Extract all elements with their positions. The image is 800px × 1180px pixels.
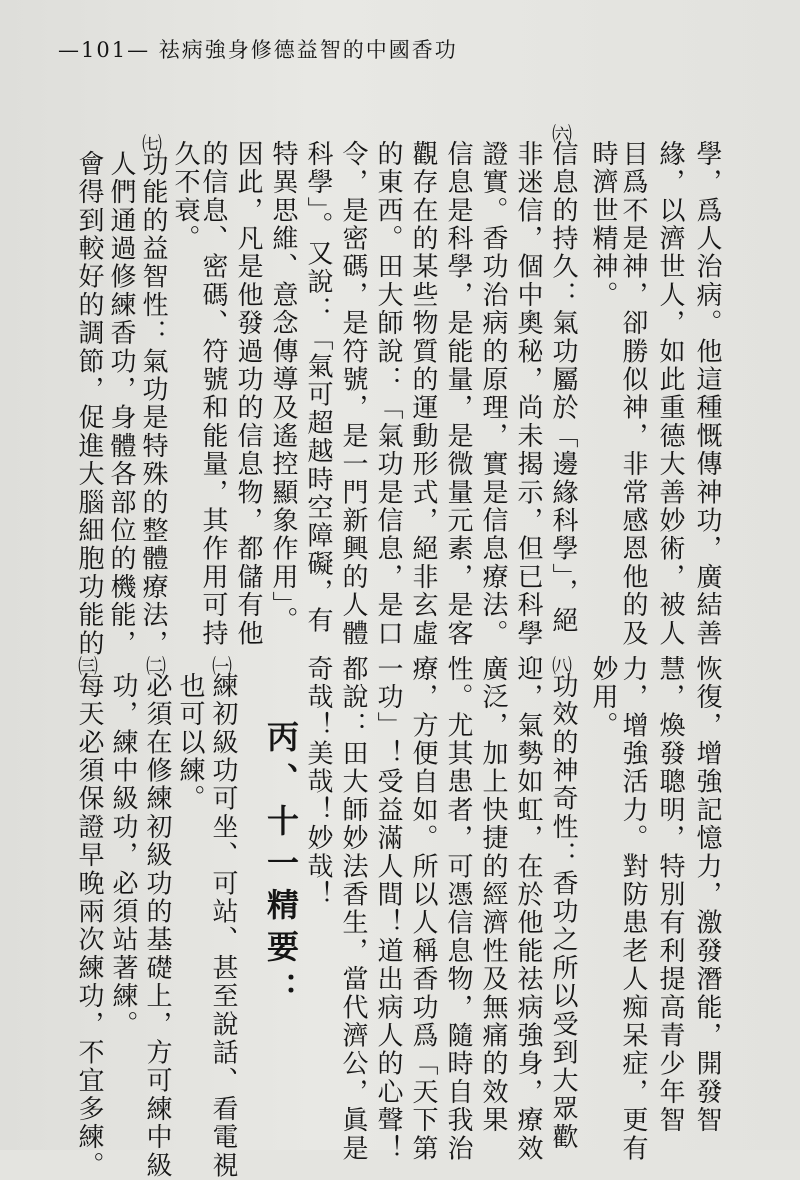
- text-column: 也可以練。: [175, 672, 205, 813]
- text-column: 非迷信，個中奧秘，尚未揭示，但已科學: [513, 140, 543, 648]
- text-column: 令，是密碼，是符號，是一門新興的人體: [338, 140, 368, 648]
- text-column: 廣泛，加上快捷的經濟性及無痛的效果: [478, 655, 508, 1135]
- text-column: 練初級功可坐、可站、甚至說話、看電視: [208, 672, 238, 1180]
- text-column: 學，爲人治病。他這種慨傳神功，廣結善: [692, 140, 722, 648]
- text-column: 的東西。田大師說：「氣功是信息，是口: [373, 140, 403, 648]
- text-column: 都說：田大師妙法香生，當代濟公，眞是: [338, 655, 368, 1163]
- text-column: 人們通過修練香功，身體各部位的機能，: [106, 150, 136, 658]
- text-column: 功，練中級功，必須站著練。: [108, 672, 138, 1039]
- text-column: 信息是科學，是能量，是微量元素，是客: [443, 140, 473, 648]
- text-column: 緣，以濟世人，如此重德大善妙術，被人: [655, 140, 685, 648]
- section-marker-7: ㈦: [142, 132, 162, 156]
- text-column: 目爲不是神，卻勝似神，非常感恩他的及: [618, 140, 648, 648]
- text-column: 妙用。: [588, 655, 618, 740]
- section-marker-8: ㈧: [552, 654, 572, 678]
- text-column: 證實。香功治病的原理，實是信息療法。: [478, 140, 508, 648]
- text-column: 的信息、密碼、符號和能量，其作用可持: [198, 140, 228, 648]
- page-header: —101— 祛病強身修德益智的中國香功: [58, 38, 458, 62]
- text-column: 慧，煥發聰明，特別有利提高青少年智: [655, 655, 685, 1135]
- text-column: 每天必須保證早晚兩次練功，不宜多練。: [74, 672, 104, 1180]
- text-column: 特異思維、意念傳導及遙控顯象作用」。: [268, 140, 298, 635]
- text-column: 力，增強活力。對防患老人痴呆症，更有: [618, 655, 648, 1163]
- text-column: 久不衰。: [170, 140, 200, 253]
- text-column: 功效的神奇性：香功之所以受到大眾歡: [548, 672, 578, 1152]
- text-column: 科學」。又說：「氣可超越時空障礙，有: [303, 140, 333, 635]
- text-column: 功能的益智性：氣功是特殊的整體療法，: [138, 150, 168, 658]
- item-marker-2: ㈡: [146, 654, 166, 678]
- text-column: 信息的持久：氣功屬於「邊緣科學」，絕: [548, 140, 578, 635]
- text-column: 觀存在的某些物質的運動形式，絕非玄虛: [408, 140, 438, 648]
- item-marker-1: ㈠: [212, 654, 232, 678]
- text-column: 療，方便自如。所以人稱香功爲「天下第: [408, 655, 438, 1163]
- text-column: 會得到較好的調節，促進大腦細胞功能的: [74, 150, 104, 658]
- text-column: 迎，氣勢如虹，在於他能祛病強身，療效: [513, 655, 543, 1163]
- item-marker-3: ㈢: [78, 654, 98, 678]
- text-column: 必須在修練初級功的基礎上，方可練中級: [142, 672, 172, 1180]
- section-heading: 丙、十一精要：: [262, 720, 300, 1014]
- text-column: 恢復，增強記憶力，激發潛能，開發智: [692, 655, 722, 1135]
- text-column: 時濟世精神。: [588, 140, 618, 310]
- section-marker-6: ㈥: [552, 122, 572, 146]
- text-column: 一功」！受益滿人間！道出病人的心聲！: [373, 655, 403, 1163]
- text-column: 性。尤其患者，可憑信息物，隨時自我治: [443, 655, 473, 1163]
- text-column: 奇哉！美哉！妙哉！: [303, 655, 333, 909]
- text-column: 因此，凡是他發過功的信息物，都儲有他: [233, 140, 263, 648]
